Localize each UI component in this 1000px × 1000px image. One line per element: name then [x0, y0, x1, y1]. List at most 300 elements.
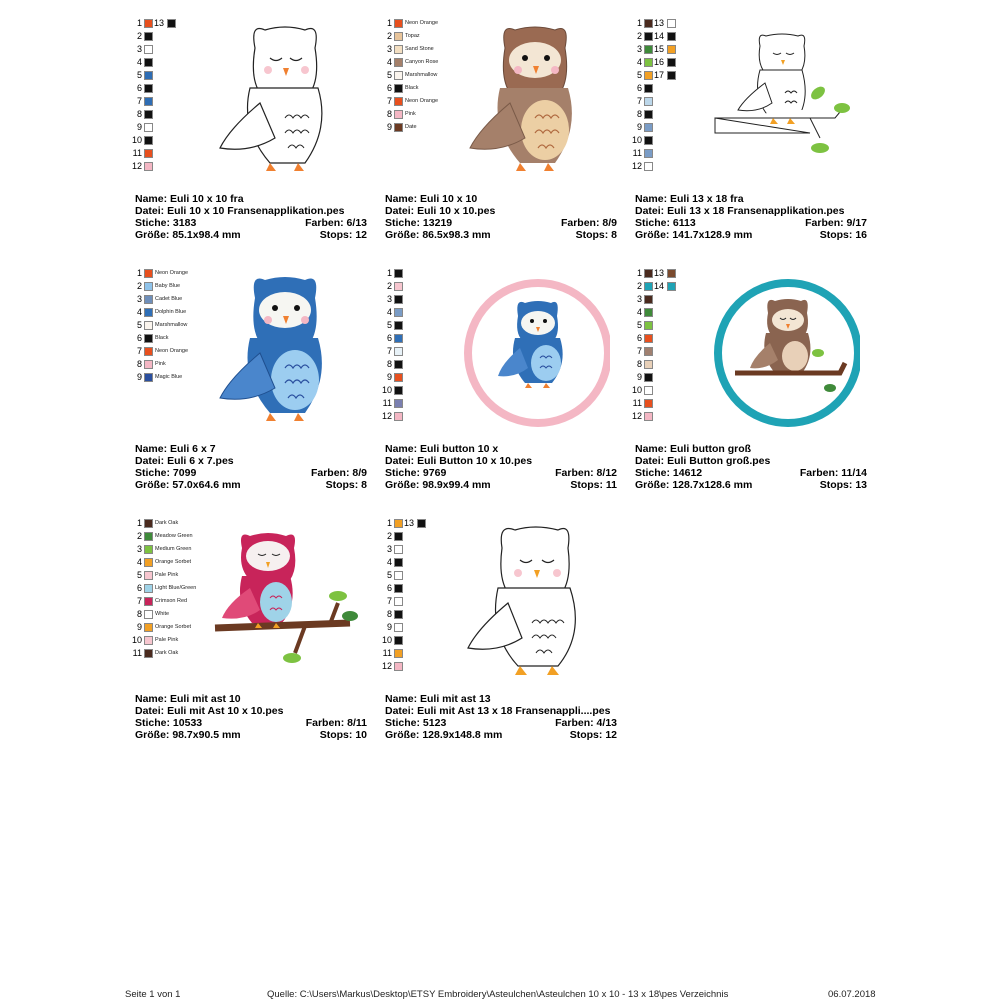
- footer-page-number: Seite 1 von 1: [125, 989, 181, 1000]
- owl-red-branch-image: [210, 518, 360, 688]
- swatch-color-box: [144, 71, 153, 80]
- swatch-color-box: [667, 45, 676, 54]
- swatch-number: 12: [381, 661, 392, 671]
- color-swatch: [385, 609, 465, 620]
- swatch-color-name: Neon Orange: [405, 20, 439, 26]
- swatch-color-box: [394, 269, 403, 278]
- swatch-number: 13: [654, 18, 665, 28]
- swatch-color-box: [644, 84, 653, 93]
- info-row: [385, 230, 617, 242]
- color-count: Farben: 11/14: [799, 467, 867, 479]
- swatch-color-box: [394, 649, 403, 658]
- color-swatch: [135, 31, 215, 42]
- swatch-color-box: [644, 32, 653, 41]
- swatch-color-box: [144, 295, 153, 304]
- color-swatch: [635, 372, 715, 383]
- swatch-number: 11: [632, 398, 642, 408]
- color-swatch: [635, 31, 715, 42]
- swatch-color-box: [394, 45, 403, 54]
- color-count: Farben: 8/12: [555, 467, 617, 479]
- stop-count: Stops: 8: [575, 229, 617, 241]
- color-count: Farben: 8/9: [310, 467, 367, 479]
- swatch-color-box: [644, 71, 653, 80]
- swatch-number: 3: [136, 294, 142, 304]
- swatch-number: 7: [386, 596, 392, 606]
- swatch-color-box: [394, 308, 403, 317]
- swatch-color-name: Orange Sorbet: [155, 559, 192, 565]
- swatch-number: 3: [386, 44, 392, 54]
- swatch-number: 13: [654, 268, 665, 278]
- swatch-number: 5: [136, 70, 142, 80]
- swatch-number: 9: [136, 122, 142, 132]
- swatch-color-name: Crimson Red: [155, 598, 188, 604]
- swatch-color-name: Date: [405, 124, 417, 130]
- swatch-number: 5: [386, 570, 392, 580]
- swatch-color-box: [144, 545, 153, 554]
- swatch-color-box: [644, 360, 653, 369]
- color-swatch: [635, 333, 715, 344]
- swatch-color-box: [144, 623, 153, 632]
- swatch-color-box: [667, 71, 676, 80]
- color-swatch: [631, 161, 715, 172]
- swatch-number: 9: [636, 372, 642, 382]
- swatch-number: 12: [631, 411, 642, 421]
- swatch-color-box: [144, 110, 153, 119]
- design-info: [135, 694, 367, 742]
- swatch-number: 1: [136, 18, 142, 28]
- swatch-color-box: [394, 532, 403, 541]
- swatch-color-box: [644, 399, 653, 408]
- swatch-number: 4: [636, 57, 642, 67]
- swatch-number: 7: [136, 596, 142, 606]
- color-swatch: [135, 518, 215, 529]
- swatch-color-name: Magic Blue: [155, 374, 183, 380]
- swatch-number: 7: [136, 96, 142, 106]
- swatch-color-box: [144, 610, 153, 619]
- swatch-color-box: [144, 636, 153, 645]
- swatch-color-box: [144, 32, 153, 41]
- swatch-color-box: [144, 321, 153, 330]
- stitch-count: Stiche: 14612: [635, 467, 703, 479]
- color-swatch: [135, 557, 215, 568]
- swatch-number: 6: [136, 333, 142, 343]
- swatch-number: 10: [631, 135, 642, 145]
- color-swatch: [385, 518, 465, 529]
- swatch-number: 3: [386, 544, 392, 554]
- owl-button-teal-image: [710, 268, 860, 438]
- design-file: Datei: Euli 13 x 18 Fransenapplikation.pes: [635, 205, 845, 217]
- swatch-number: 2: [386, 531, 392, 541]
- color-swatch: [385, 70, 465, 81]
- swatch-color-name: Pale Pink: [155, 637, 179, 643]
- swatch-number: 4: [636, 307, 642, 317]
- swatch-number: 8: [386, 109, 392, 119]
- design-file: Datei: Euli 10 x 10.pes: [385, 205, 496, 217]
- stop-count: Stops: 12: [569, 729, 617, 741]
- color-swatch: [382, 648, 465, 659]
- swatch-number: 6: [386, 583, 392, 593]
- swatch-number: 1: [386, 18, 392, 28]
- design-size: Größe: 85.1x98.4 mm: [135, 229, 241, 241]
- info-row: [385, 730, 617, 742]
- swatch-color-box: [144, 649, 153, 658]
- design-info: [635, 444, 867, 492]
- design-info: [635, 194, 867, 242]
- color-swatch: [385, 531, 465, 542]
- color-swatch: [385, 31, 465, 42]
- color-swatch: [635, 359, 715, 370]
- color-swatch: [135, 294, 215, 305]
- design-file: Datei: Euli Button groß.pes: [635, 455, 771, 467]
- stop-count: Stops: 10: [319, 729, 367, 741]
- color-swatch: [135, 320, 215, 331]
- swatch-number: 2: [136, 281, 142, 291]
- footer-date: 06.07.2018: [828, 989, 876, 1000]
- swatch-number: 10: [631, 385, 642, 395]
- swatch-color-box: [144, 519, 153, 528]
- color-swatch: [385, 372, 465, 383]
- swatch-color-box: [394, 558, 403, 567]
- swatch-color-box: [144, 334, 153, 343]
- design-info: [385, 194, 617, 242]
- swatch-color-name: Pink: [405, 111, 416, 117]
- color-swatch: [635, 281, 715, 292]
- swatch-color-box: [394, 662, 403, 671]
- color-swatch: [385, 268, 465, 279]
- swatch-color-name: Neon Orange: [405, 98, 439, 104]
- color-swatch: [135, 544, 215, 555]
- swatch-color-box: [667, 269, 676, 278]
- design-size: Größe: 86.5x98.3 mm: [385, 229, 491, 241]
- design-card: [631, 18, 867, 248]
- swatch-color-box: [644, 110, 653, 119]
- swatch-color-box: [644, 45, 653, 54]
- design-size: Größe: 57.0x64.6 mm: [135, 479, 241, 491]
- swatch-number: 3: [636, 44, 642, 54]
- swatch-color-box: [144, 282, 153, 291]
- swatch-number: 9: [136, 372, 142, 382]
- design-info: [385, 444, 617, 492]
- color-count: Farben: 8/9: [560, 217, 617, 229]
- swatch-number: 7: [136, 346, 142, 356]
- design-file: Datei: Euli mit Ast 13 x 18 Fransenappli....pes: [385, 705, 611, 717]
- swatch-number: 11: [132, 148, 142, 158]
- color-count: Farben: 4/13: [555, 717, 617, 729]
- swatch-color-box: [394, 321, 403, 330]
- swatch-color-box: [394, 71, 403, 80]
- info-row: [635, 230, 867, 242]
- swatch-number: 11: [382, 398, 392, 408]
- swatch-color-box: [394, 610, 403, 619]
- swatch-color-name: Canyon Rose: [405, 59, 439, 65]
- swatch-color-box: [644, 321, 653, 330]
- color-swatch: [135, 609, 215, 620]
- swatch-number: 5: [136, 320, 142, 330]
- swatch-color-box: [394, 519, 403, 528]
- swatch-number: 8: [136, 359, 142, 369]
- swatch-color-box: [644, 282, 653, 291]
- swatch-color-name: Topaz: [405, 33, 420, 39]
- swatch-number: 11: [132, 648, 142, 658]
- stop-count: Stops: 16: [819, 229, 867, 241]
- color-swatch: [385, 96, 465, 107]
- swatch-number: 4: [136, 57, 142, 67]
- color-swatch: [635, 122, 715, 133]
- swatch-color-name: Pale Pink: [155, 572, 179, 578]
- swatch-color-box: [144, 308, 153, 317]
- color-swatch: [385, 294, 465, 305]
- swatch-number: 13: [404, 518, 415, 528]
- color-swatch: [385, 596, 465, 607]
- color-swatch: [385, 109, 465, 120]
- swatch-color-box: [394, 545, 403, 554]
- color-swatch: [135, 18, 215, 29]
- swatch-number: 2: [636, 31, 642, 41]
- swatch-number: 8: [136, 109, 142, 119]
- stitch-count: Stiche: 10533: [135, 717, 203, 729]
- color-swatch: [635, 320, 715, 331]
- color-swatch: [385, 570, 465, 581]
- swatch-color-box: [144, 123, 153, 132]
- swatch-number: 13: [154, 18, 165, 28]
- swatch-color-box: [144, 45, 153, 54]
- color-swatch: [635, 307, 715, 318]
- swatch-number: 11: [632, 148, 642, 158]
- swatch-color-box: [144, 360, 153, 369]
- swatch-color-box: [144, 97, 153, 106]
- swatch-color-box: [394, 110, 403, 119]
- color-swatch: [135, 372, 215, 383]
- color-swatch: [135, 622, 215, 633]
- swatch-color-box: [394, 334, 403, 343]
- swatch-color-name: Medium Green: [155, 546, 192, 552]
- swatch-number: 8: [386, 359, 392, 369]
- swatch-color-box: [667, 32, 676, 41]
- swatch-number: 10: [381, 635, 392, 645]
- swatch-color-box: [394, 373, 403, 382]
- swatch-color-box: [667, 282, 676, 291]
- swatch-number: 11: [382, 648, 392, 658]
- swatch-number: 8: [636, 359, 642, 369]
- design-size: Größe: 128.9x148.8 mm: [385, 729, 503, 741]
- design-name: Name: Euli 13 x 18 fra: [635, 193, 744, 205]
- color-swatch: [385, 18, 465, 29]
- stitch-count: Stiche: 7099: [135, 467, 197, 479]
- design-size: Größe: 128.7x128.6 mm: [635, 479, 753, 491]
- swatch-number: 5: [136, 570, 142, 580]
- swatch-color-name: Dolphin Blue: [155, 309, 187, 315]
- stitch-count: Stiche: 3183: [135, 217, 197, 229]
- swatch-color-box: [394, 636, 403, 645]
- design-size: Größe: 141.7x128.9 mm: [635, 229, 753, 241]
- color-swatch: [385, 583, 465, 594]
- swatch-color-box: [394, 597, 403, 606]
- swatch-number: 6: [136, 583, 142, 593]
- swatch-color-box: [394, 123, 403, 132]
- color-swatch: [135, 281, 215, 292]
- swatch-number: 14: [654, 281, 665, 291]
- color-swatch: [632, 148, 715, 159]
- swatch-color-box: [417, 519, 426, 528]
- swatch-number: 10: [381, 385, 392, 395]
- color-swatch: [385, 346, 465, 357]
- swatch-color-box: [644, 97, 653, 106]
- color-swatch: [135, 70, 215, 81]
- design-name: Name: Euli button groß: [635, 443, 752, 455]
- swatch-number: 3: [386, 294, 392, 304]
- swatch-color-name: Sand Stone: [405, 46, 434, 52]
- swatch-color-box: [394, 360, 403, 369]
- color-swatch: [385, 557, 465, 568]
- design-info: [385, 694, 617, 742]
- swatch-color-box: [644, 308, 653, 317]
- stop-count: Stops: 8: [325, 479, 367, 491]
- color-swatch: [385, 622, 465, 633]
- swatch-number: 15: [654, 44, 665, 54]
- color-swatch: [635, 346, 715, 357]
- owl-button-pink-image: [460, 268, 610, 438]
- color-swatch: [385, 83, 465, 94]
- swatch-color-box: [644, 269, 653, 278]
- color-swatch: [385, 57, 465, 68]
- design-card: [135, 268, 367, 498]
- swatch-number: 4: [386, 557, 392, 567]
- color-swatch: [135, 83, 215, 94]
- swatch-color-name: Baby Blue: [155, 283, 181, 289]
- swatch-color-box: [144, 373, 153, 382]
- footer-source-path: Quelle: C:\Users\Markus\Desktop\ETSY Embroidery\Asteulchen\Asteulchen 10 x 10 - 13 x 18\pes Verzeichnis: [267, 989, 729, 1000]
- color-swatch: [131, 135, 215, 146]
- swatch-color-box: [394, 386, 403, 395]
- info-row: [135, 480, 367, 492]
- design-card: [631, 268, 867, 498]
- swatch-number: 12: [131, 161, 142, 171]
- color-swatch: [632, 398, 715, 409]
- color-swatch: [131, 161, 215, 172]
- swatch-color-box: [144, 269, 153, 278]
- info-row: [135, 230, 367, 242]
- color-swatch: [385, 333, 465, 344]
- swatch-color-box: [144, 571, 153, 580]
- swatch-color-name: Cadet Blue: [155, 296, 183, 302]
- swatch-color-box: [144, 558, 153, 567]
- design-info: [135, 444, 367, 492]
- swatch-number: 4: [386, 57, 392, 67]
- swatch-number: 9: [386, 622, 392, 632]
- design-file: Datei: Euli 6 x 7.pes: [135, 455, 234, 467]
- swatch-number: 7: [636, 96, 642, 106]
- swatch-color-box: [667, 58, 676, 67]
- swatch-color-box: [144, 584, 153, 593]
- swatch-number: 7: [386, 346, 392, 356]
- swatch-color-box: [667, 19, 676, 28]
- swatch-color-box: [644, 136, 653, 145]
- swatch-number: 3: [636, 294, 642, 304]
- info-row: [635, 480, 867, 492]
- color-swatch: [385, 307, 465, 318]
- owl-blue-image: [210, 268, 360, 438]
- swatch-color-name: Meadow Green: [155, 533, 193, 539]
- swatch-color-box: [394, 32, 403, 41]
- swatch-number: 12: [381, 411, 392, 421]
- stop-count: Stops: 11: [570, 479, 617, 491]
- swatch-color-box: [144, 84, 153, 93]
- color-swatch: [135, 359, 215, 370]
- swatch-number: 6: [386, 83, 392, 93]
- swatch-number: 3: [136, 44, 142, 54]
- swatch-color-box: [644, 412, 653, 421]
- color-swatch: [135, 122, 215, 133]
- color-swatch: [135, 333, 215, 344]
- color-swatch: [635, 96, 715, 107]
- color-count: Farben: 9/17: [805, 217, 867, 229]
- stitch-count: Stiche: 5123: [385, 717, 447, 729]
- swatch-number: 1: [636, 268, 642, 278]
- swatch-number: 2: [386, 31, 392, 41]
- stitch-count: Stiche: 13219: [385, 217, 453, 229]
- swatch-color-box: [644, 162, 653, 171]
- color-swatch: [132, 148, 215, 159]
- swatch-number: 7: [636, 346, 642, 356]
- swatch-number: 17: [654, 70, 665, 80]
- swatch-number: 6: [636, 83, 642, 93]
- color-count: Farben: 6/13: [305, 217, 367, 229]
- swatch-color-box: [644, 334, 653, 343]
- swatch-number: 10: [131, 135, 142, 145]
- swatch-color-box: [144, 136, 153, 145]
- swatch-number: 8: [386, 609, 392, 619]
- swatch-color-box: [394, 399, 403, 408]
- swatch-color-box: [144, 532, 153, 541]
- swatch-color-box: [644, 386, 653, 395]
- color-swatch: [631, 411, 715, 422]
- swatch-number: 4: [386, 307, 392, 317]
- swatch-color-box: [394, 84, 403, 93]
- swatch-color-box: [394, 97, 403, 106]
- swatch-color-box: [394, 571, 403, 580]
- swatch-number: 9: [636, 122, 642, 132]
- design-info: [135, 194, 367, 242]
- color-swatch: [631, 385, 715, 396]
- swatch-color-box: [167, 19, 176, 28]
- swatch-number: 12: [631, 161, 642, 171]
- swatch-number: 2: [136, 31, 142, 41]
- color-swatch: [385, 44, 465, 55]
- color-swatch: [135, 57, 215, 68]
- swatch-number: 7: [386, 96, 392, 106]
- design-card: [131, 518, 367, 748]
- swatch-color-box: [394, 584, 403, 593]
- info-row: [135, 730, 367, 742]
- design-file: Datei: Euli Button 10 x 10.pes: [385, 455, 533, 467]
- color-swatch: [135, 531, 215, 542]
- swatch-color-name: White: [155, 611, 170, 617]
- color-swatch: [635, 18, 715, 29]
- swatch-color-box: [644, 149, 653, 158]
- design-card: [381, 268, 617, 498]
- color-swatch: [135, 307, 215, 318]
- color-swatch: [635, 294, 715, 305]
- design-size: Größe: 98.9x99.4 mm: [385, 479, 491, 491]
- swatch-number: 14: [654, 31, 665, 41]
- color-swatch: [132, 648, 215, 659]
- swatch-number: 8: [636, 109, 642, 119]
- swatch-number: 2: [136, 531, 142, 541]
- swatch-number: 6: [386, 333, 392, 343]
- design-name: Name: Euli 6 x 7: [135, 443, 216, 455]
- swatch-number: 1: [386, 268, 392, 278]
- design-card: [381, 518, 617, 748]
